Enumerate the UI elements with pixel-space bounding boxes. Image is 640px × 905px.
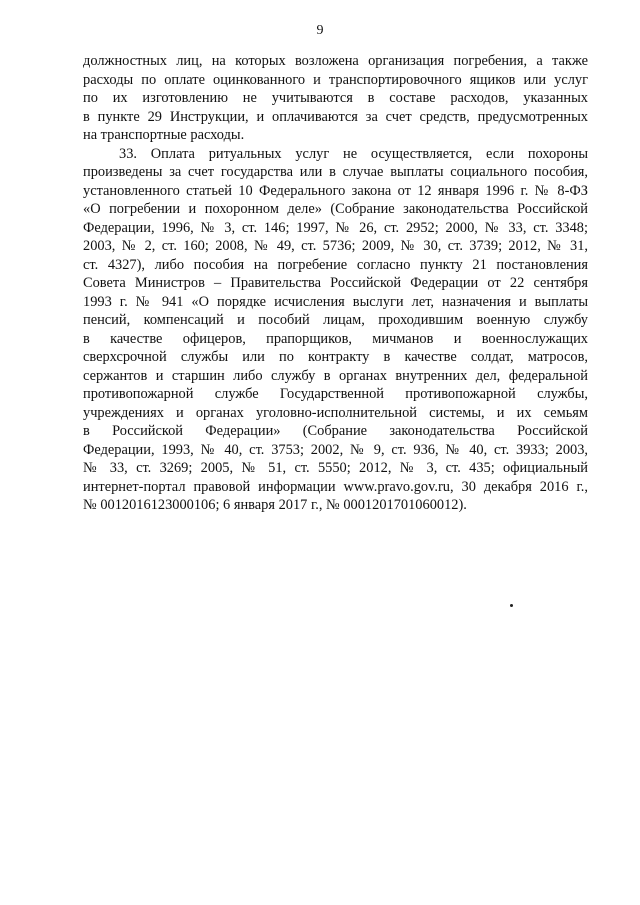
paragraph-line: 1993 г. № 941 «О порядке исчисления выслуги лет, назначения и выплаты: [83, 293, 588, 310]
paragraph-line: ст. 4327), либо пособия на погребение согласно пункту 21 постановления: [83, 256, 588, 273]
paragraph-line: по их изготовлению не учитываются в составе расходов, указанных: [83, 90, 588, 106]
paragraph-line: 33. Оплата ритуальных услуг не осуществляется, если похороны: [119, 145, 588, 162]
paragraph-line: произведены за счет государства или в случае выплаты социального пособия,: [83, 164, 588, 180]
paragraph-line: сержантов и старшин либо службу в органах внутренних дел, федеральной: [83, 367, 588, 384]
paragraph-1: [83, 52, 588, 145]
paragraph-line: в Российской Федерации» (Собрание законодательства Российской: [83, 423, 588, 439]
paragraph-line: Федерации, 1996, № 3, ст. 146; 1997, № 26, ст. 2952; 2000, № 33, ст. 3348;: [83, 219, 588, 236]
paragraph-line: учреждениях и органах уголовно-исполнительной системы, и их семьям: [83, 404, 588, 421]
paragraph-line: установленного статьей 10 Федерального закона от 12 января 1996 г. № 8-ФЗ: [83, 182, 588, 199]
paragraph-2: [83, 145, 588, 515]
paragraph-line: должностных лиц, на которых возложена организация погребения, а также: [83, 53, 588, 69]
paragraph-line: сверхсрочной службы или по контракту в качестве солдат, матросов,: [83, 349, 588, 365]
paragraph-line: расходы по оплате оцинкованного и транспортировочного ящиков или услуг: [83, 71, 588, 88]
paragraph-line: 2003, № 2, ст. 160; 2008, № 49, ст. 5736; 2009, № 30, ст. 3739; 2012, № 31,: [83, 238, 588, 254]
paragraph-line: Федерации, 1993, № 40, ст. 3753; 2002, № 9, ст. 936, № 40, ст. 3933; 2003,: [83, 441, 588, 458]
scan-speck: [510, 604, 513, 607]
page-number: 9: [316, 23, 324, 38]
paragraph-line: № 33, ст. 3269; 2005, № 51, ст. 5550; 2012, № 3, ст. 435; официальный: [83, 460, 588, 476]
document-body: [83, 52, 588, 515]
paragraph-line: Совета Министров – Правительства Российской Федерации от 22 сентября: [83, 275, 588, 291]
paragraph-line: в качестве офицеров, прапорщиков, мичманов и военнослужащих: [83, 330, 588, 347]
paragraph-line: интернет-портал правовой информации www.pravo.gov.ru, 30 декабря 2016 г.,: [83, 478, 588, 495]
paragraph-line: пенсий, компенсаций и пособий лицам, проходившим военную службу: [83, 312, 588, 328]
paragraph-line: «О погребении и похоронном деле» (Собрание законодательства Российской: [83, 201, 588, 217]
paragraph-line: на транспортные расходы.: [83, 127, 245, 143]
paragraph-line: противопожарной службе Государственной противопожарной службы,: [83, 386, 588, 402]
paragraph-line: № 0012016123000106; 6 января 2017 г., № 0001201701060012).: [83, 497, 467, 513]
paragraph-line: в пункте 29 Инструкции, и оплачиваются за счет средств, предусмотренных: [83, 108, 588, 125]
